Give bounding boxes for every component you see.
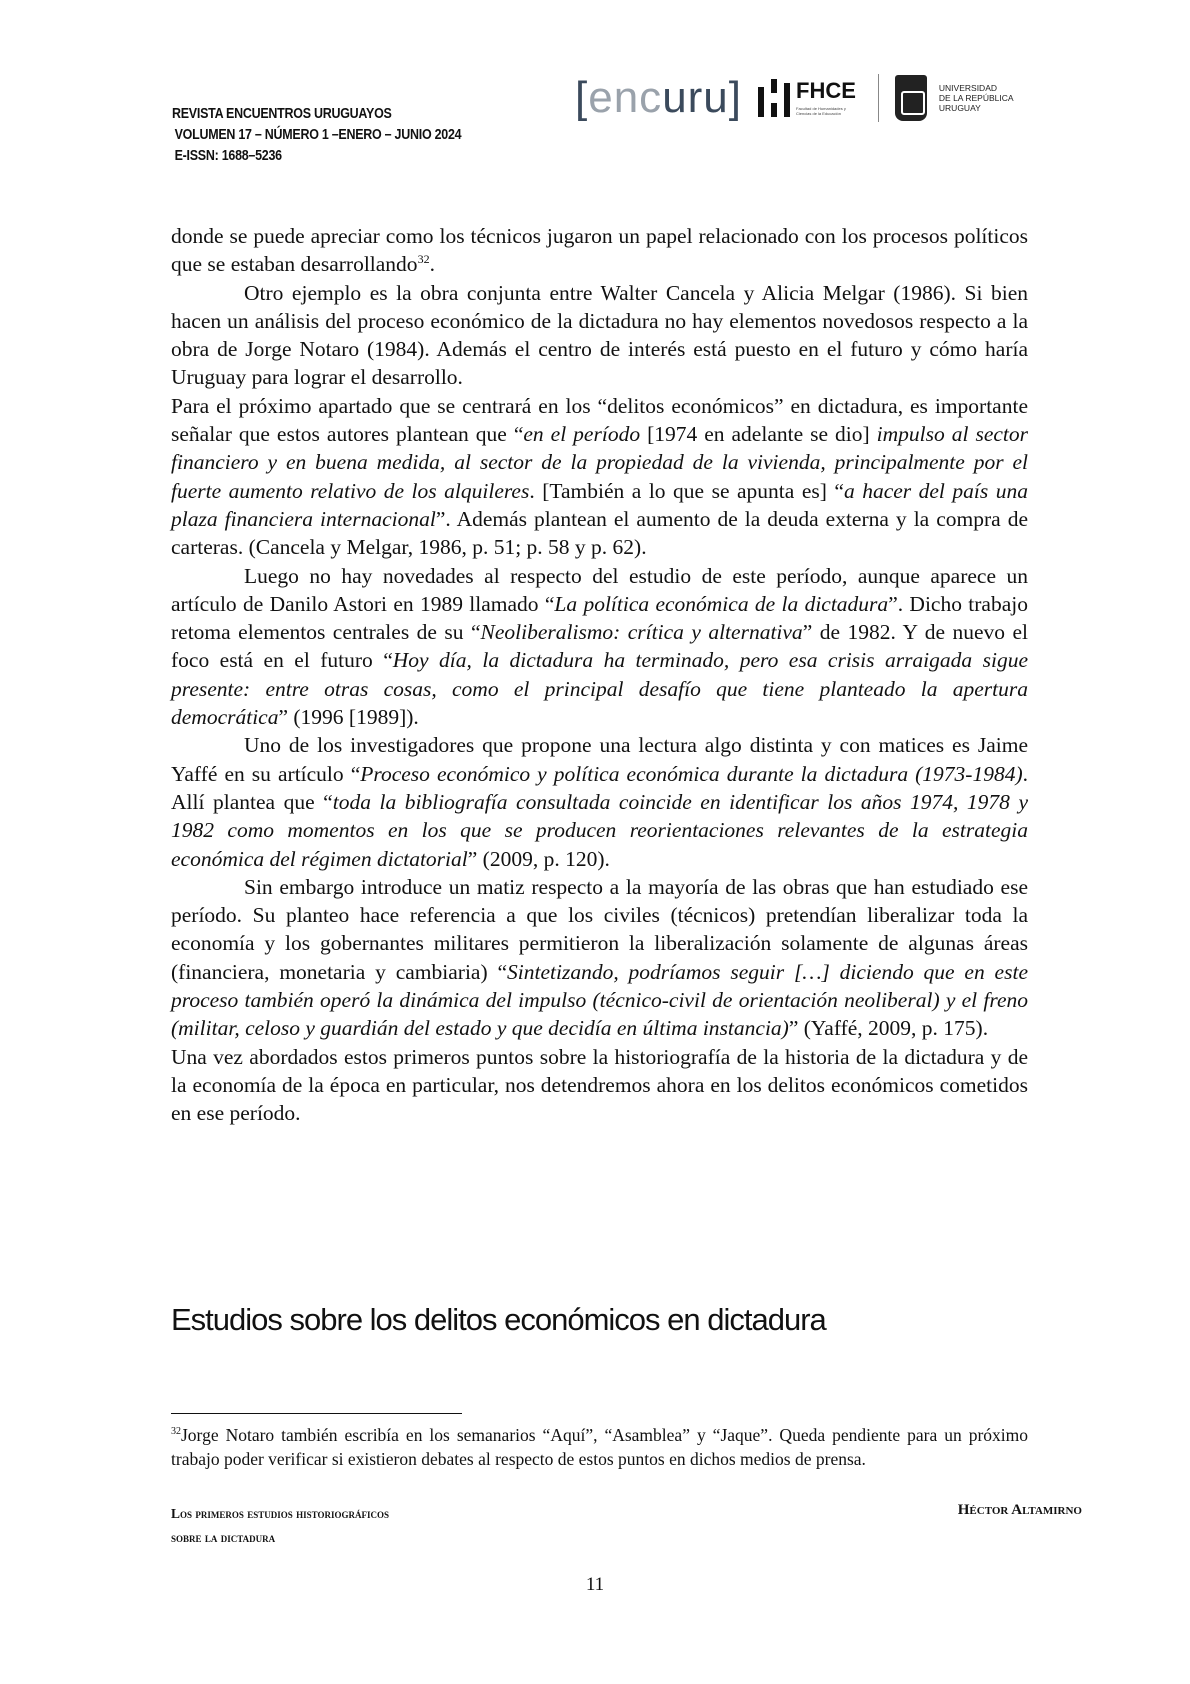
running-title-line: sobre la dictadura bbox=[171, 1530, 276, 1545]
running-title bbox=[171, 1502, 389, 1550]
udelar-logo-text bbox=[939, 83, 1014, 113]
udelar-line: DE LA REPÚBLICA bbox=[938, 93, 1014, 103]
logo-divider bbox=[878, 74, 879, 122]
fhce-mark-icon bbox=[758, 79, 790, 117]
text-run: Sin embargo introduce un matiz respecto a la mayoría de las obras que han estudiado ese período. Su planteo hace referencia a que los civiles (técnicos) pretendían liberalizar toda la economía y los gobernantes militares permitieron la liberalización solamente de algunas áreas (financiera, monetaria y cambiaria) “ bbox=[171, 874, 1028, 984]
quote-italic: Neoliberalismo: crítica y alternativa bbox=[480, 620, 803, 645]
text-run: ” (1996 [1989]). bbox=[278, 705, 419, 730]
footnote bbox=[171, 1424, 1028, 1471]
journal-title: REVISTA ENCUENTROS URUGUAYOS bbox=[172, 106, 392, 122]
paragraph bbox=[171, 731, 1028, 872]
logo-bracket: ] bbox=[728, 73, 743, 122]
text-run: . Allí plantea que “ bbox=[171, 761, 1028, 814]
text-run: ” (2009, p. 120). bbox=[467, 846, 610, 871]
text-run: ” de 1982. Y de nuevo el foco está en el futuro “ bbox=[171, 620, 1028, 673]
paragraph bbox=[171, 873, 1028, 1043]
text-run: donde se puede apreciar como los técnicos jugaron un papel relacionado con los procesos políticos que se estaban desarrollando bbox=[171, 224, 1028, 277]
quote-italic: Sintetizando, podríamos seguir […] diciendo que en este proceso también operó la dinámica del impulso (técnico-civil de orientación neoliberal) y el freno (militar, celoso y guardián del estado y que decidía en última instancia) bbox=[171, 959, 1028, 1041]
text-run: . bbox=[429, 252, 435, 277]
text-run: ”. Además plantean el aumento de la deuda externa y la compra de carteras. (Cancela y Melgar, 1986, p. 51; p. 58 y p. 62). bbox=[171, 506, 1028, 560]
quote-italic: a hacer del país una plaza financiera internacional bbox=[171, 478, 1028, 531]
fhce-logo bbox=[758, 79, 856, 117]
quote-italic: toda la bibliografía consultada coincide en identificar los años 1974, 1978 y 1982 como momentos en los que se producen reorientaciones relevantes de la estrategia económica del régimen dictatorial bbox=[171, 789, 1029, 871]
text-run: Otro ejemplo es la obra conjunta entre Walter Cancela y Alicia Melgar (1986). Si bien hacen un análisis del proceso económico de la dictadura no hay elementos novedosos respecto a la obra de Jorge Notaro (1984). Además el centro de interés está puesto en el futuro y cómo haría Uruguay para lograr el desarrollo. bbox=[171, 280, 1028, 390]
running-author: Héctor Altamirno bbox=[957, 1502, 1082, 1518]
text-run: ” (Yaffé, 2009, p. 175). bbox=[788, 1016, 989, 1041]
section-heading: Estudios sobre los delitos económicos en dictadura bbox=[171, 1302, 826, 1337]
article-body bbox=[171, 222, 1028, 1128]
fhce-label: FHCE bbox=[796, 78, 856, 103]
paragraph bbox=[171, 562, 1028, 732]
footnote-number: 32 bbox=[171, 1426, 181, 1438]
quote-italic: en el período bbox=[523, 422, 641, 447]
encuru-logo bbox=[575, 73, 742, 123]
text-run: Una vez abordados estos primeros puntos sobre la historiografía de la historia de la dictadura y de la economía de la época en particular, nos detendremos ahora en los delitos económicos cometidos en ese período. bbox=[171, 1044, 1028, 1126]
footnote-text: Jorge Notaro también escribía en los semanarios “Aquí”, “Asamblea” y “Jaque”. Queda pendiente para un próximo trabajo poder verificar si existieron debates al respecto de estos puntos en dichos medios de prensa. bbox=[171, 1425, 1028, 1469]
quote-italic: La política económica de la dictadura bbox=[554, 591, 889, 616]
journal-volume: VOLUMEN 17 – NÚMERO 1 –ENERO – JUNIO 2024 bbox=[174, 127, 462, 143]
footnote-divider bbox=[171, 1413, 462, 1414]
udelar-line: URUGUAY bbox=[938, 103, 981, 113]
paragraph bbox=[171, 222, 1028, 279]
page-number: 11 bbox=[585, 1574, 605, 1595]
fhce-sublabel: Facultad de Humanidades y Ciencias de la Educación bbox=[796, 106, 846, 116]
logo-enc: enc bbox=[588, 73, 663, 122]
running-title-line: Los primeros estudios historiográficos bbox=[171, 1506, 390, 1521]
institution-logos bbox=[575, 68, 1014, 128]
text-run: Para el próximo apartado que se centrará en los “delitos económicos” en dictadura, es importante señalar que estos autores plantean que “ bbox=[171, 393, 1028, 447]
text-run: Luego no hay novedades al respecto del estudio de este período, aunque aparece un artículo de Danilo Astori en 1989 llamado “ bbox=[171, 563, 1028, 616]
text-run: Uno de los investigadores que propone una lectura algo distinta y con matices es Jaime Yaffé en su artículo “ bbox=[171, 733, 1028, 786]
paragraph bbox=[171, 392, 1028, 562]
logo-bracket: [ bbox=[575, 73, 589, 122]
quote-italic: Proceso económico y política económica durante la dictadura (1973-1984) bbox=[360, 761, 1023, 786]
udelar-seal-icon bbox=[895, 75, 927, 121]
logo-uru: uru bbox=[662, 73, 729, 122]
text-run: . [También a lo que se apunta es] “ bbox=[529, 478, 844, 503]
journal-issn: E-ISSN: 1688–5236 bbox=[174, 148, 282, 164]
paragraph bbox=[171, 279, 1028, 392]
quote-italic: Hoy día, la dictadura ha terminado, pero esa crisis arraigada sigue presente: entre otras cosas, como el principal desafío que tiene planteado la apertura democrática bbox=[171, 648, 1028, 730]
journal-header bbox=[172, 104, 461, 167]
footnote-ref: 32 bbox=[417, 252, 430, 267]
paragraph bbox=[171, 1043, 1028, 1128]
quote-italic: impulso al sector financiero y en buena medida, al sector de la propiedad de la vivienda, principalmente por el fuerte aumento relativo de los alquileres bbox=[171, 422, 1028, 503]
text-run: ”. Dicho trabajo retoma elementos centrales de su “ bbox=[171, 591, 1028, 645]
text-run: [1974 en adelante se dio] bbox=[640, 422, 877, 447]
udelar-line: UNIVERSIDAD bbox=[938, 83, 997, 93]
